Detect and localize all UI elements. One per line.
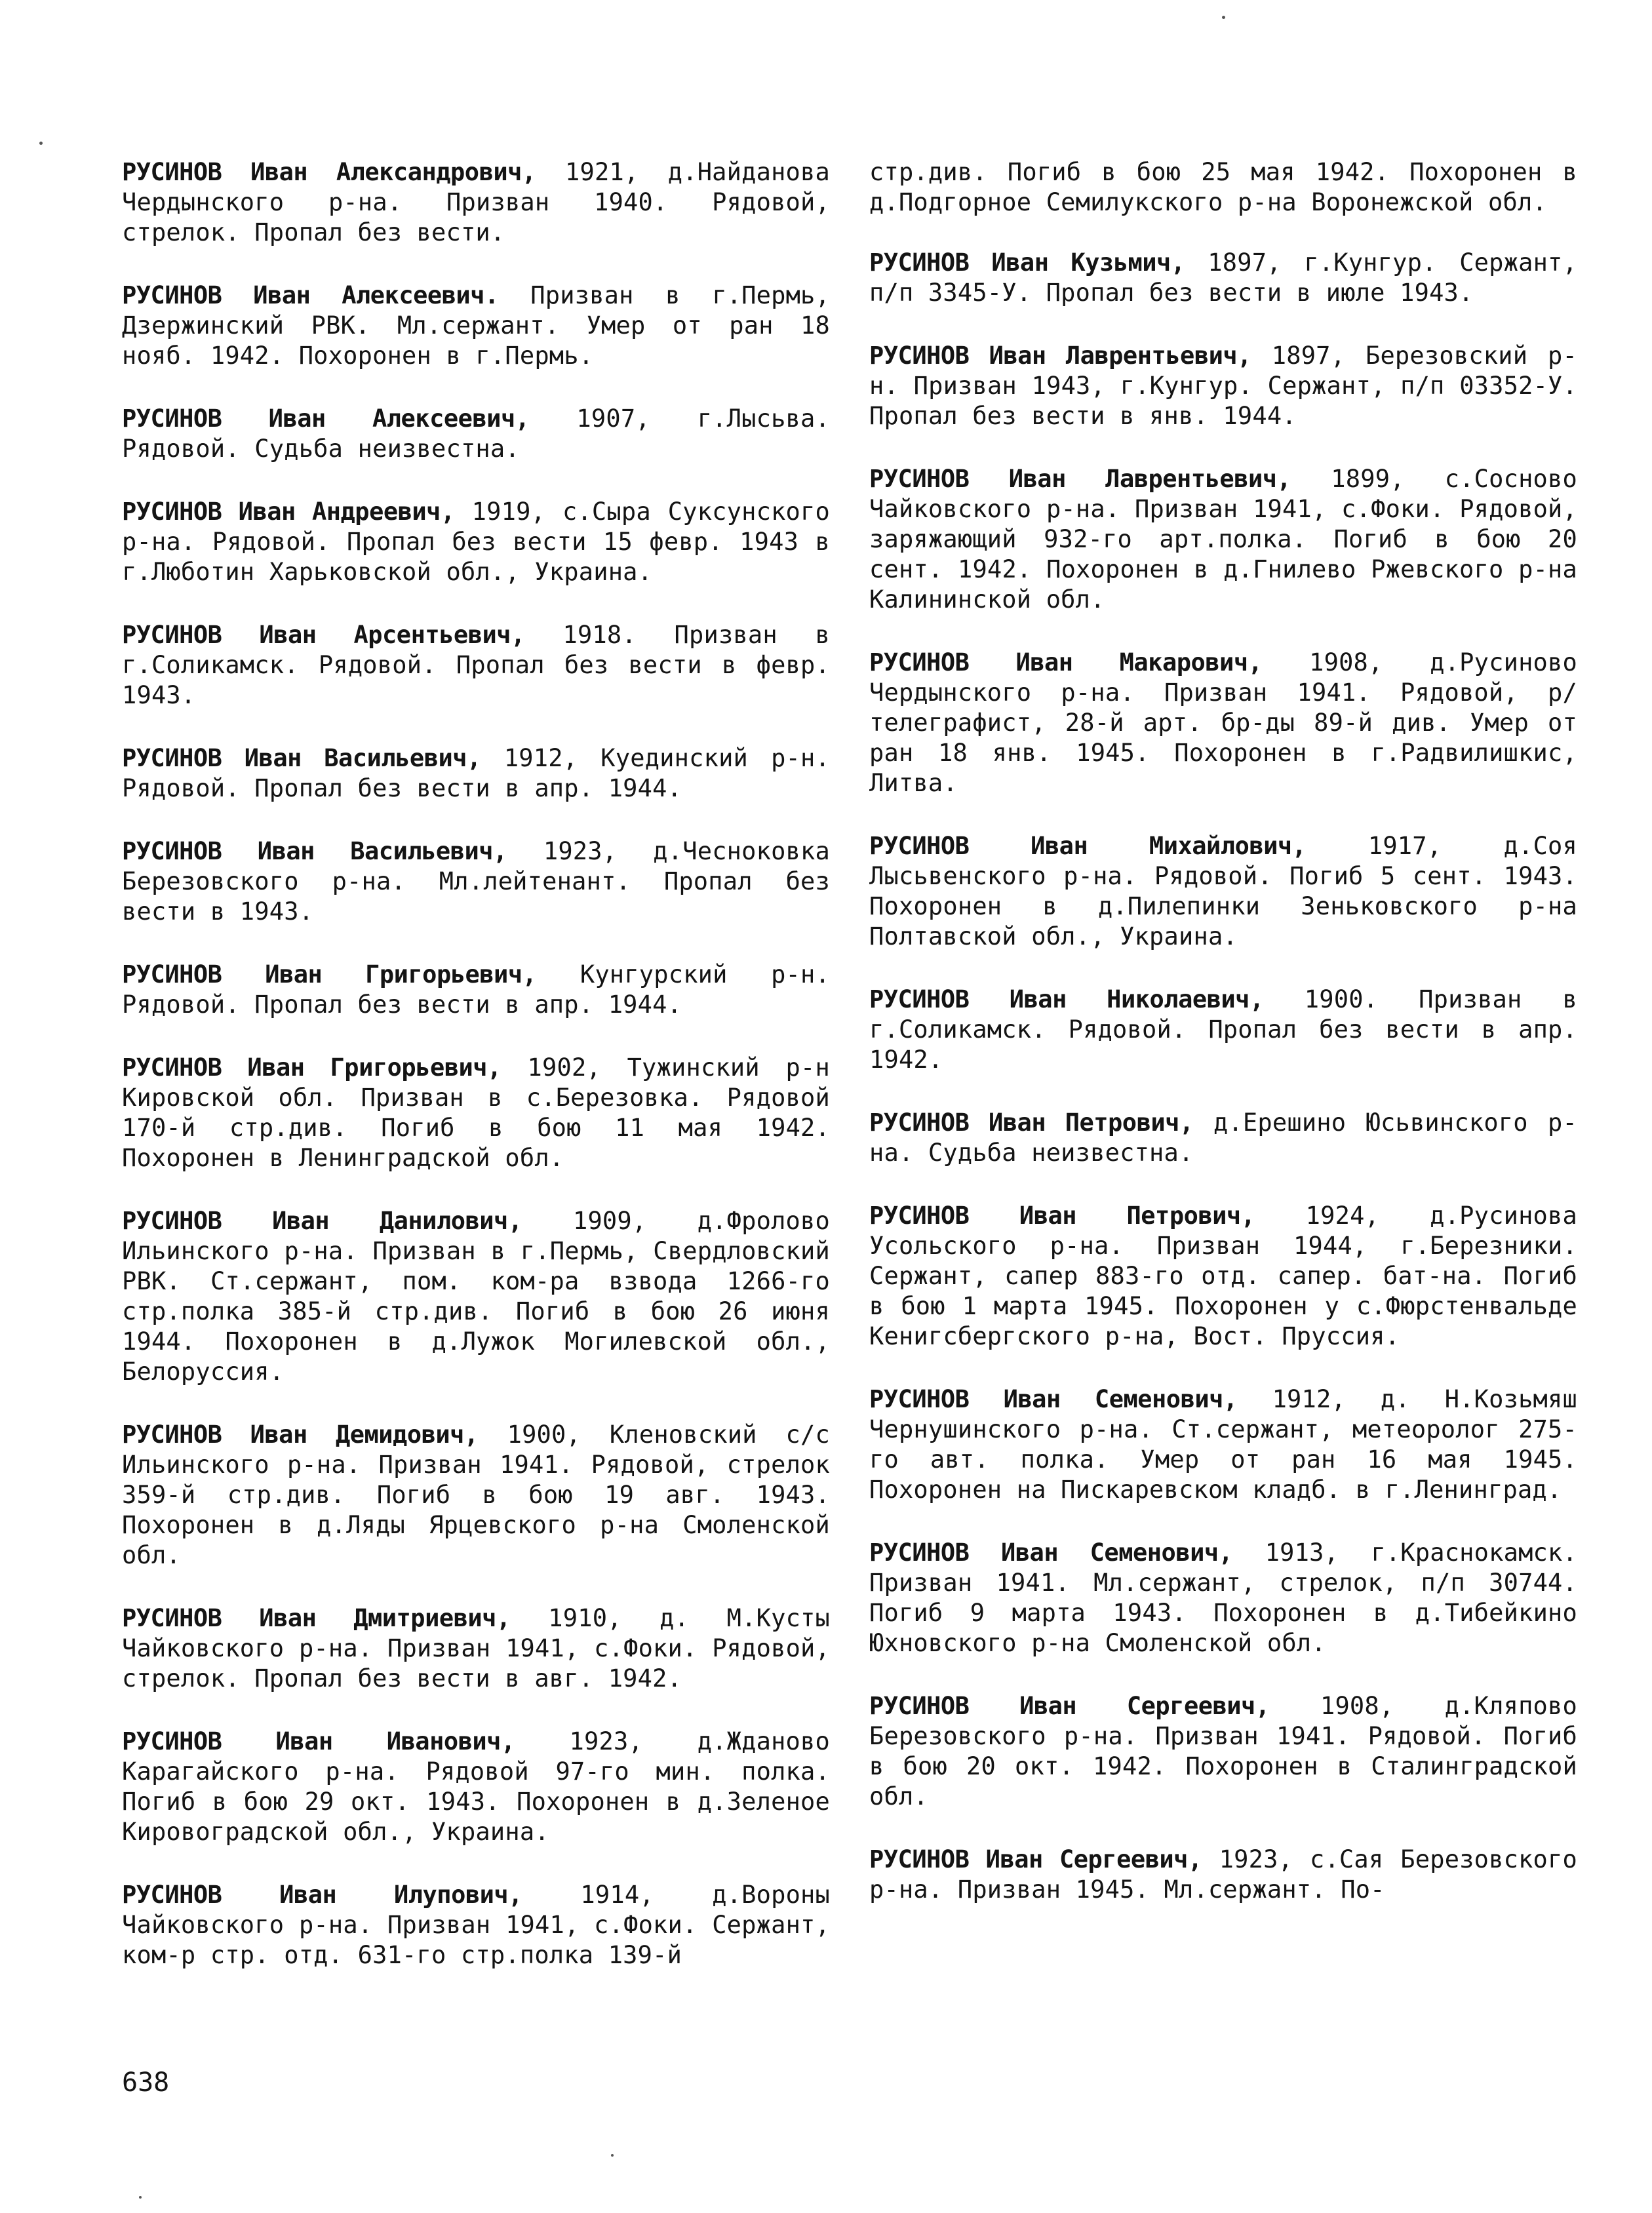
entry-name: РУСИНОВ Иван Григорьевич, [122, 960, 537, 989]
entry [122, 497, 830, 587]
entry-text: 1900, Кленовский с/с Ильинского р-на. Призван 1941. Рядовой, стрелок 359-й стр.див. Погиб в бою 19 авг. 1943. Похоронен в д.Ляды Ярцевского р-на Смоленской обл. [122, 1420, 830, 1569]
entry-name: РУСИНОВ Иван Данилович, [122, 1207, 522, 1235]
entry-name: РУСИНОВ Иван Илупович, [122, 1881, 522, 1909]
entry [122, 743, 830, 804]
entry-name: РУСИНОВ Иван Андреевич, [122, 498, 455, 526]
entry-text: 1924, д.Русинова Усольского р-на. Призван 1944, г.Березники. Сержант, сапер 883-го отд. сапер. бат-на. Погиб в бою 1 марта 1945. Похоронен у с.Фюрстенвальде Кенигсбергского р-на, Вост. Пруссия. [869, 1202, 1577, 1350]
entry [869, 1538, 1577, 1658]
entry [122, 1420, 830, 1571]
entry [122, 1206, 830, 1387]
entry [869, 1108, 1577, 1168]
entry-name: РУСИНОВ Иван Демидович, [122, 1420, 479, 1449]
entry-text: д.Ерешино Юсьвинского р-на. Судьба неизвестна. [869, 1108, 1577, 1167]
entry [869, 341, 1577, 431]
entry-name: РУСИНОВ Иван Лаврентьевич, [869, 342, 1251, 370]
scan-speck [139, 2196, 142, 2199]
entry [122, 157, 830, 248]
page-number: 638 [122, 2067, 170, 2098]
entry [122, 1880, 830, 1970]
right-column [869, 157, 1577, 1938]
entry-text: 1908, д.Русиново Чердынского р-на. Призван 1941. Рядовой, р/телеграфист, 28-й арт. бр-ды 89-й див. Умер от ран 18 янв. 1945. Похоронен в г.Радвилишкис, Литва. [869, 648, 1577, 797]
entry [869, 985, 1577, 1075]
entry-text: 1912, д. Н.Козьмяш Чернушинского р-на. Ст.сержант, метеоролог 275-го авт. полка. Умер от ран 16 мая 1945. Похоронен на Пискаревском кладб. в г.Ленинград. [869, 1385, 1577, 1504]
entry-text: 1923, д.Чесноковка Березовского р-на. Мл.лейтенант. Пропал без вести в 1943. [122, 837, 831, 926]
entry-name: РУСИНОВ Иван Николаевич, [869, 985, 1264, 1013]
entry-text: Призван в г.Пермь, Дзержинский РВК. Мл.сержант. Умер от ран 18 нояб. 1942. Похоронен в г.Пермь. [122, 281, 831, 370]
entry-text: 1902, Тужинский р-н Кировской обл. Призван в с.Березовка. Рядовой 170-й стр.див. Погиб в бою 11 мая 1942. Похоронен в Ленинградской обл. [122, 1053, 830, 1172]
entry-text: 1919, с.Сыра Суксунского р-на. Рядовой. Пропал без вести 15 февр. 1943 в г.Люботин Харьковской обл., Украина. [122, 498, 830, 586]
entry-name: РУСИНОВ Иван Кузьмич, [869, 248, 1185, 277]
entry-text: 1912, Куединский р-н. Рядовой. Пропал без вести в апр. 1944. [122, 744, 830, 802]
entry-text: Кунгурский р-н. Рядовой. Пропал без вести в апр. 1944. [122, 960, 830, 1019]
entry-text: 1910, д. М.Кусты Чайковского р-на. Призван 1941, с.Фоки. Рядовой, стрелок. Пропал без вести в авг. 1942. [122, 1604, 830, 1693]
entry-text: 1897, г.Кунгур. Сержант, п/п 3345-У. Пропал без вести в июле 1943. [869, 248, 1578, 307]
entry [869, 1384, 1577, 1505]
entry-name: РУСИНОВ Иван Лаврентьевич, [869, 465, 1291, 493]
entry-text: 1908, д.Кляпово Березовского р-на. Призван 1941. Рядовой. Погиб в бою 20 окт. 1942. Похоронен в Сталинградской обл. [869, 1692, 1577, 1811]
entry [122, 281, 830, 371]
scan-speck [39, 142, 43, 145]
entry [869, 1845, 1577, 1905]
entry-name: РУСИНОВ Иван Арсентьевич, [122, 621, 525, 649]
entry-text: 1900. Призван в г.Соликамск. Рядовой. Пропал без вести в апр. 1942. [869, 985, 1577, 1074]
entry [122, 620, 830, 711]
entry [869, 648, 1577, 798]
entry [869, 248, 1577, 308]
entry [122, 836, 830, 927]
entry-name: РУСИНОВ Иван Петрович, [869, 1202, 1255, 1230]
entry-name: РУСИНОВ Иван Макарович, [869, 648, 1263, 676]
entry [869, 1201, 1577, 1352]
entry-name: РУСИНОВ Иван Петрович, [869, 1108, 1194, 1137]
entry-text: 1923, с.Сая Березовского р-на. Призван 1945. Мл.сержант. По- [869, 1845, 1577, 1904]
entry [122, 960, 830, 1020]
entry-text: 1921, д.Найданова Чердынского р-на. Призван 1940. Рядовой, стрелок. Пропал без вести. [122, 158, 830, 246]
entry [869, 831, 1577, 952]
entry-text: 1918. Призван в г.Соликамск. Рядовой. Пропал без вести в февр. 1943. [122, 621, 830, 709]
scan-speck [611, 2154, 614, 2157]
entry-name: РУСИНОВ Иван Иванович, [122, 1727, 515, 1755]
entry-name: РУСИНОВ Иван Алексеевич. [122, 281, 499, 309]
entry [122, 1603, 830, 1694]
entry-continuation [869, 157, 1577, 218]
entry-text: 1907, г.Лысьва. Рядовой. Судьба неизвестна. [122, 404, 830, 463]
entry-name: РУСИНОВ Иван Семенович, [869, 1538, 1233, 1567]
entry-name: РУСИНОВ Иван Михайлович, [869, 832, 1307, 860]
entry [869, 464, 1577, 615]
entry [122, 404, 830, 464]
entry-name: РУСИНОВ Иван Григорьевич, [122, 1053, 502, 1082]
entry-text: стр.див. Погиб в бою 25 мая 1942. Похоронен в д.Подгорное Семилукского р-на Воронежской обл. [869, 158, 1577, 216]
entry-text: 1923, д.Жданово Карагайского р-на. Рядовой 97-го мин. полка. Погиб в бою 29 окт. 1943. Похоронен в д.Зеленое Кировоградской обл., Украина. [122, 1727, 830, 1846]
entry-text: 1914, д.Вороны Чайковского р-на. Призван 1941, с.Фоки. Сержант, ком-р стр. отд. 631-го стр.полка 139-й [122, 1881, 830, 1969]
entry-name: РУСИНОВ Иван Сергеевич, [869, 1692, 1270, 1720]
entry-text: 1917, д.Соя Лысьвенского р-на. Рядовой. Погиб 5 сент. 1943. Похоронен в д.Пилепинки Зеньковского р-на Полтавской обл., Украина. [869, 832, 1577, 950]
entry [122, 1727, 830, 1847]
entry [122, 1053, 830, 1173]
left-column [122, 157, 830, 2003]
entry-text: 1897, Березовский р-н. Призван 1943, г.Кунгур. Сержант, п/п 03352-У. Пропал без вести в янв. 1944. [869, 342, 1577, 430]
entry-name: РУСИНОВ Иван Семенович, [869, 1385, 1238, 1413]
entry-name: РУСИНОВ Иван Дмитриевич, [122, 1604, 511, 1632]
scan-speck [1222, 16, 1225, 19]
entry-text: 1913, г.Краснокамск. Призван 1941. Мл.сержант, стрелок, п/п 30744. Погиб 9 марта 1943. Похоронен в д.Тибейкино Юхновского р-на Смоленской обл. [869, 1538, 1577, 1657]
entry-name: РУСИНОВ Иван Алексеевич, [122, 404, 530, 433]
entry-text: 1909, д.Фролово Ильинского р-на. Призван в г.Пермь, Свердловский РВК. Ст.сержант, пом. ком-ра взвода 1266-го стр.полка 385-й стр.див. Погиб в бою 26 июня 1944. Похоронен в д.Лужок Могилевской обл., Белоруссия. [122, 1207, 830, 1386]
entry-text: 1899, с.Сосново Чайковского р-на. Призван 1941, с.Фоки. Рядовой, заряжающий 932-го арт.полка. Погиб в бою 20 сент. 1942. Похоронен в д.Гнилево Ржевского р-на Калининской обл. [869, 465, 1577, 614]
entry-name: РУСИНОВ Иван Сергеевич, [869, 1845, 1202, 1873]
entry [869, 1691, 1577, 1812]
entry-name: РУСИНОВ Иван Васильевич, [122, 837, 507, 865]
entry-name: РУСИНОВ Иван Васильевич, [122, 744, 481, 772]
entry-name: РУСИНОВ Иван Александрович, [122, 158, 536, 186]
